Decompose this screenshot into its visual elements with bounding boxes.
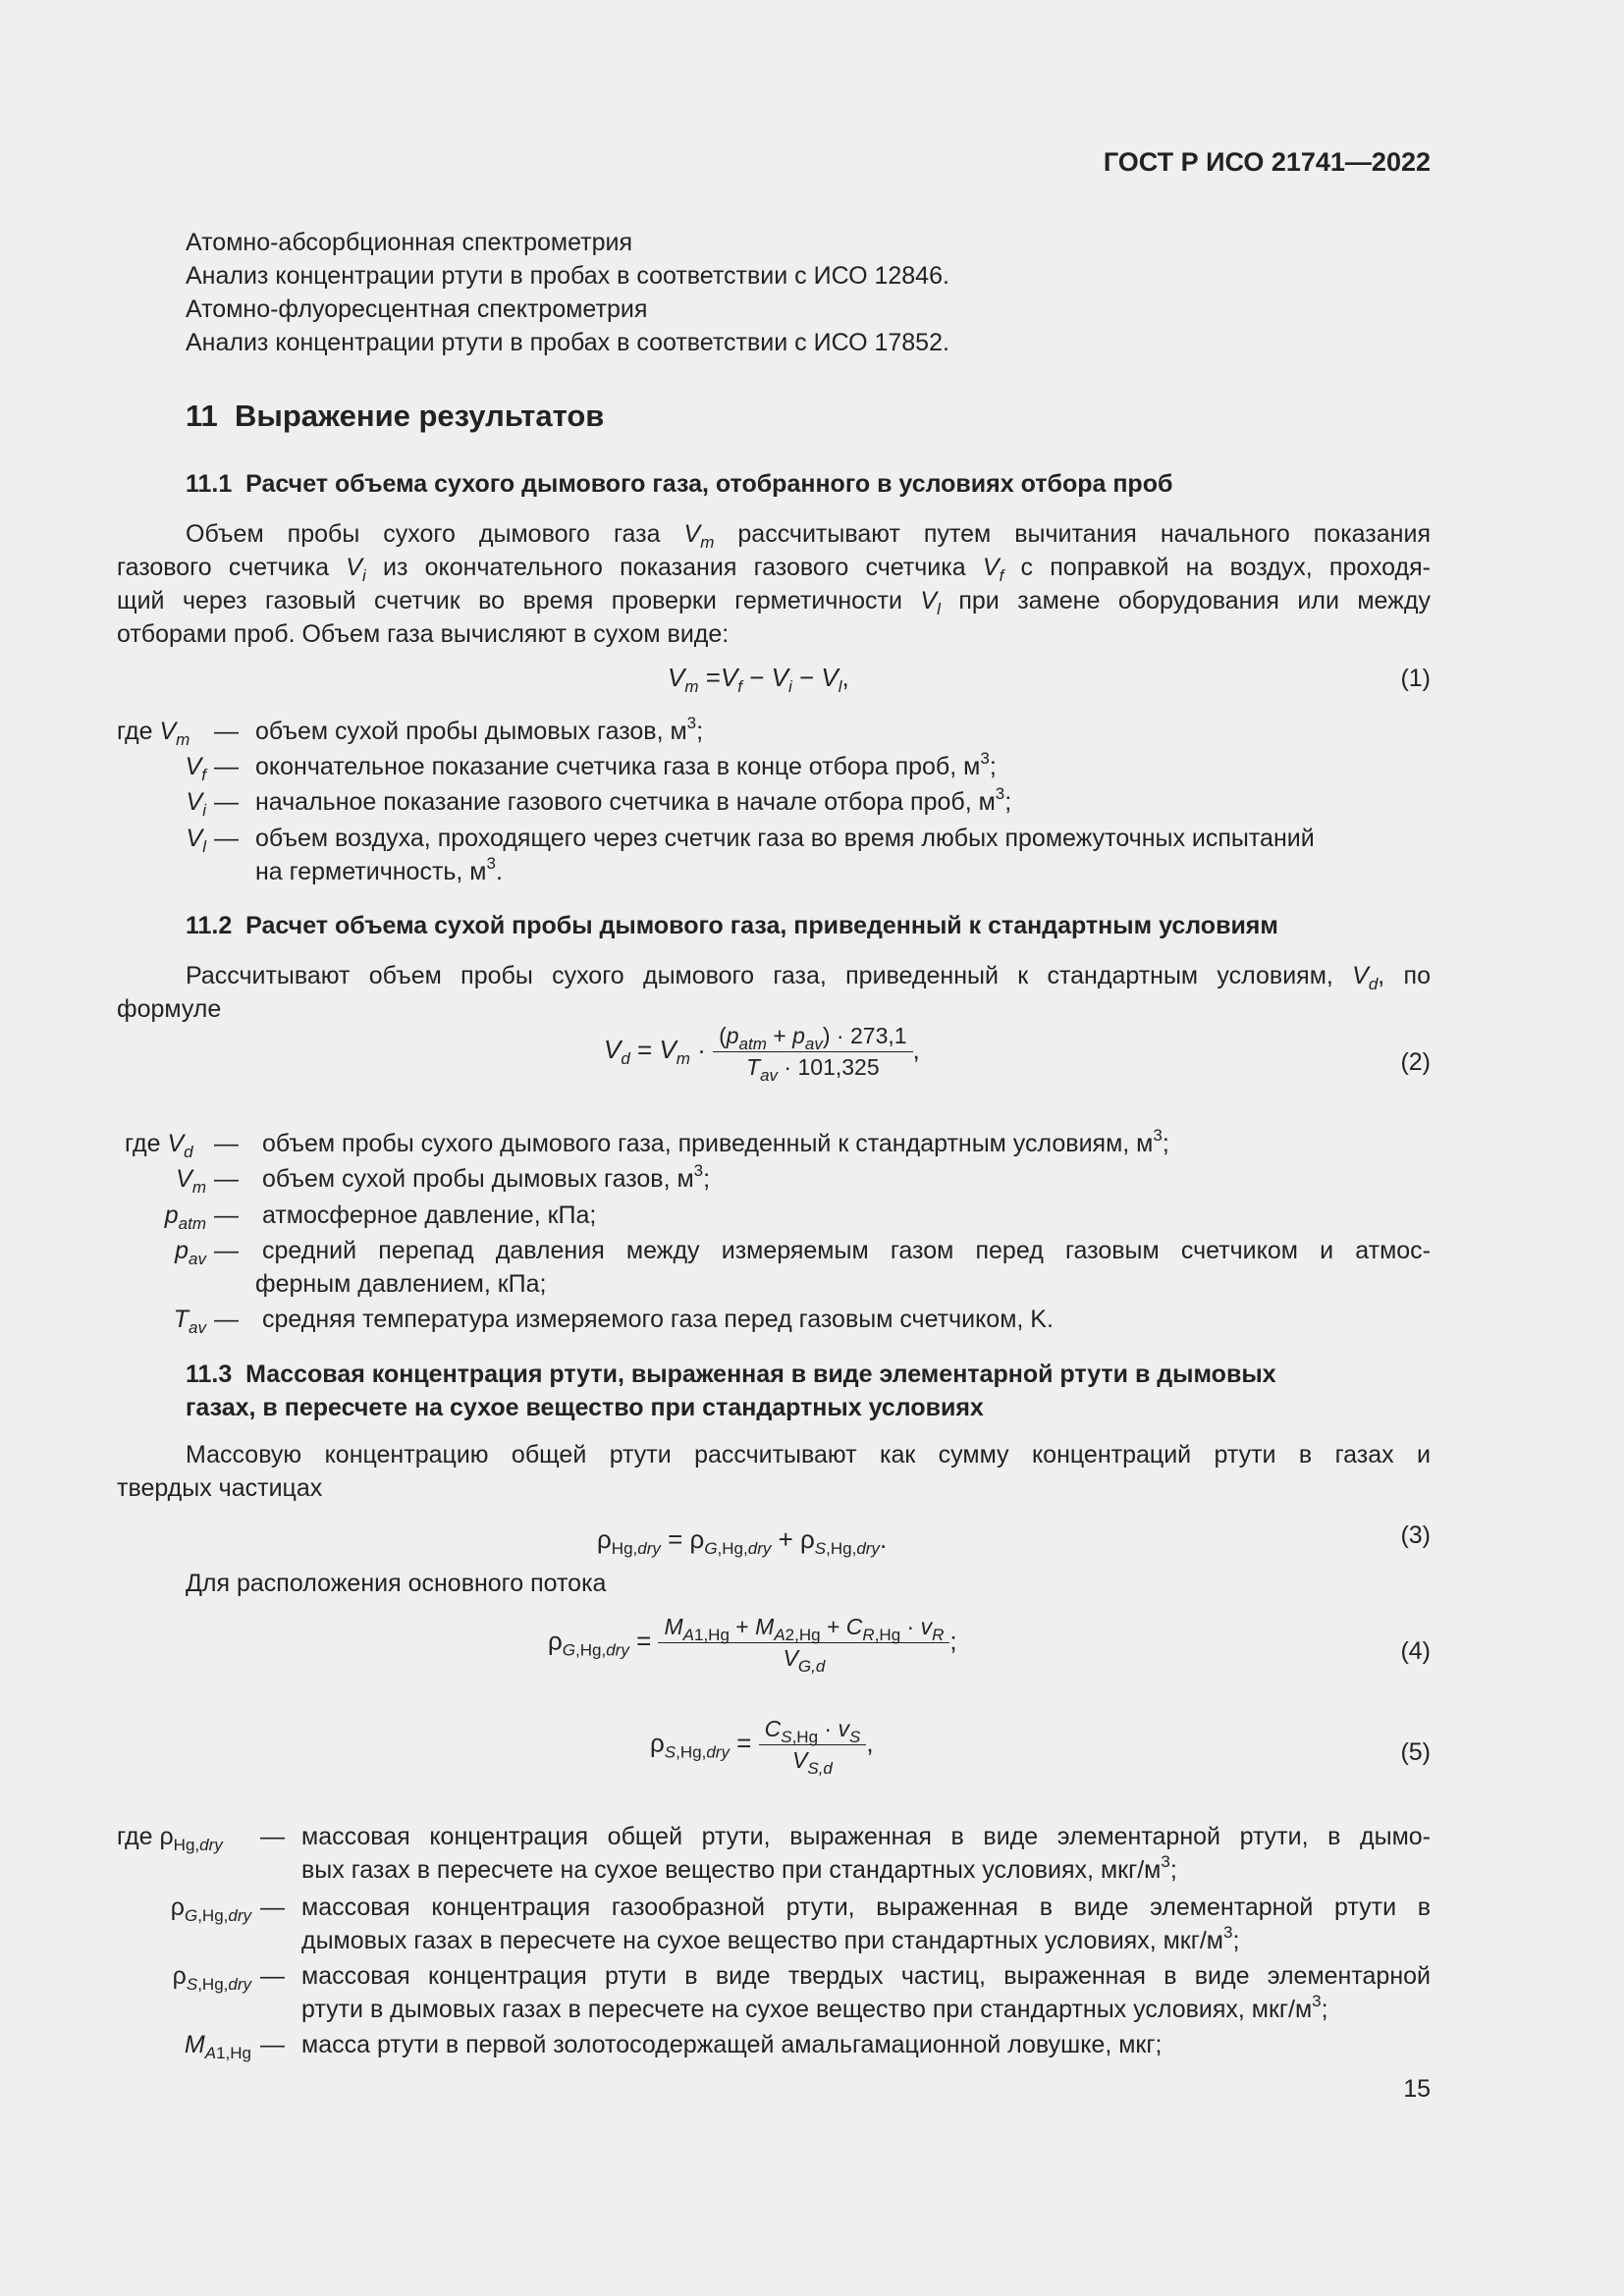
fraction: $\frac{C_{S,Hg} \cdot v_S}{V_{S,d}}$ xyxy=(759,1716,867,1774)
page-number: 15 xyxy=(1403,2075,1431,2103)
section-11-1-heading: 11.1 Расчет объема сухого дымового газа, отобранного в условиях отбора проб xyxy=(186,470,1173,498)
equation-4: $\rho_{G,Hg,dry}$ = $\frac{M_{A1,Hg} + M_{A2,Hg} + C_{R,Hg} \cdot v_R}{V_{G,d}}$ ; xyxy=(548,1614,957,1676)
section-11-3-paragraph: Массовую концентрацию общей ртути рассчитывают как сумму концентраций ртути в газах и твердых частицах xyxy=(117,1441,1431,1502)
document-id: ГОСТ Р ИСО 21741—2022 xyxy=(1103,147,1431,177)
equation-number: (4) xyxy=(1400,1637,1431,1665)
section-11-2-paragraph: Рассчитывают объем пробы сухого дымового газа, приведенный к стандартным условиям, $V_d$, по формуле xyxy=(117,962,1431,1023)
fraction: $\frac{(p_{atm} + p_{av}) \cdot 273,1}{T_{av} \cdot 101,325}$ xyxy=(713,1023,912,1081)
intro-line: Анализ концентрации ртути в пробах в соответствии с ИСО 12846. xyxy=(186,262,949,290)
equation-3: $\rho_{Hg,dry} = \rho_{G,Hg,dry} + \rho_{S,Hg,dry}$. xyxy=(597,1524,888,1558)
section-11-3-heading: 11.3 Массовая концентрация ртути, выраженная в виде элементарной ртути в дымовых газах, в пересчете на сухое вещество при стандартных условиях xyxy=(186,1361,1276,1421)
main-flow-label: Для расположения основного потока xyxy=(186,1570,607,1597)
section-11-heading: 11 Выражение результатов xyxy=(186,399,605,433)
section-11-1-paragraph: Объем пробы сухого дымового газа $V_m$ рассчитывают путем вычитания начального показания газового счетчика $V_i$ из окончательного показания газового счетчика $V_f$ с поправкой на воздух, проходя- щий через газовый счетчик во время проверки герметичности $V_l$ при замене оборудования или между отборами проб. Объем газа вычисляют в сухом виде: xyxy=(117,520,1431,648)
equation-number: (2) xyxy=(1400,1048,1431,1076)
equation-number: (1) xyxy=(1400,665,1431,692)
document-page: ГОСТ Р ИСО 21741—2022 Атомно-абсорбционная спектрометрия Анализ концентрации ртути в пробах в соответствии с ИСО 12846. Атомно-флуоресцентная спектрометрия Анализ концентрации ртути в пробах в соответствии с ИСО 17852. 11 Выражение результатов 11.1 Расчет объема сухого дымового газа, отобранного в условиях отбора проб Объем пробы сухого дымового газа $V_m$ рассчитывают путем вычитания начального показания газового счетчика $V_i$ из окончательного показания газового счетчика $V_f$ с поправкой на воздух, проходя- щий через газовый счетчик во время проверки герметичности $V_l$ при замене оборудования или между отборами проб. Объем газа вычисляют в сухом виде: $V_m =V_f - V_i - V_l$, (1) где $V_m$ — объем сухой пробы дымовых газов, $м^3$; $V_f$ — окончательное показание счетчика газа в конце отбора проб, $м^3$; $V_i$ — начальное показание газового счетчика в начале отбора проб, $м^3$; $V_l$ — объем воздуха, проходящего через счетчик газа во время любых промежуточных испытаний на герметичность, $м^3$. 11.2 Расчет объема сухой пробы дымового газа, приведенный к стандартным условиям Рассчитывают объем пробы сухого дымового газа, приведенный к стандартным условиям, $V_d$, по формуле $V_d = V_m$ · $\frac{(p_{atm} + p_{av}) \cdot 273,1}{T_{av} \cdot 101,325}$ , (2) где $V_d$ — объем пробы сухого дымового газа, приведенный к стандартным условиям, $м^3$; $V_m$ — объем сухой пробы дымовых газов, $м^3$; $p_{atm}$ — атмосферное давление, кПа; $p_{av}$ — средний перепад давления между измеряемым газом перед газовым счетчиком и атмос- ферным давлением, кПа; $T_{av}$ — средняя температура измеряемого газа перед газовым счетчиком, K. 11.3 Массовая концентрация ртути, выраженная в виде элементарной ртути в дымовых газах, в пересчете на сухое вещество при стандартных условиях Массовую концентрацию общей ртути рассчитывают как сумму концентраций ртути в газах и твердых частицах $\rho_{Hg,dry} = \rho_{G,Hg,dry} + \rho_{S,Hg,dry}$. (3) Для расположения основного потока $\rho_{G,Hg,dry}$ = $\frac{M_{A1,Hg} + M_{A2,Hg} + C_{R,Hg} \cdot v_R}{V_{G,d}}$ ; (4) $\rho_{S,Hg,dry}$ = $\frac{C_{S,Hg} \cdot v_S}{V_{S,d}}$ , (5) где $\rho_{Hg,dry}$ — массовая концентрация общей ртути, выраженная в виде элементарной ртути, в дымо- вых газах в пересчете на сухое вещество при стандартных условиях, мкг/$м^3$; $\rho_{G,Hg,dry}$ — массовая концентрация газообразной ртути, выраженная в виде элементарной ртути в дымовых газах в пересчете на сухое вещество при стандартных условиях, мкг/$м^3$; $\rho_{S,Hg,dry}$ — массовая концентрация ртути в виде твердых частиц, выраженная в виде элементарной ртути в дымовых газах в пересчете на сухое вещество при стандартных условиях, мкг/$м^3$; $M_{A1,Hg}$ — масса ртути в первой золотосодержащей амальгамационной ловушке, мкг; 15 xyxy=(117,147,1431,2103)
equation-number: (5) xyxy=(1400,1738,1431,1766)
intro-line: Атомно-абсорбционная спектрометрия xyxy=(186,229,632,256)
equation-2: $V_d = V_m$ · $\frac{(p_{atm} + p_{av}) \cdot 273,1}{T_{av} \cdot 101,325}$ , xyxy=(604,1023,920,1085)
fraction: $\frac{M_{A1,Hg} + M_{A2,Hg} + C_{R,Hg} \cdot v_R}{V_{G,d}}$ xyxy=(658,1614,949,1672)
equation-number: (3) xyxy=(1400,1522,1431,1549)
equation-5: $\rho_{S,Hg,dry}$ = $\frac{C_{S,Hg} \cdot v_S}{V_{S,d}}$ , xyxy=(650,1716,874,1778)
intro-block xyxy=(186,226,949,359)
intro-line: Атомно-флуоресцентная спектрометрия xyxy=(186,295,648,323)
equation-1: $V_m =V_f - V_i - V_l$, xyxy=(668,663,849,696)
section-11-2-heading: 11.2 Расчет объема сухой пробы дымового газа, приведенный к стандартным условиям xyxy=(186,912,1278,939)
intro-line: Анализ концентрации ртути в пробах в соответствии с ИСО 17852. xyxy=(186,329,949,356)
